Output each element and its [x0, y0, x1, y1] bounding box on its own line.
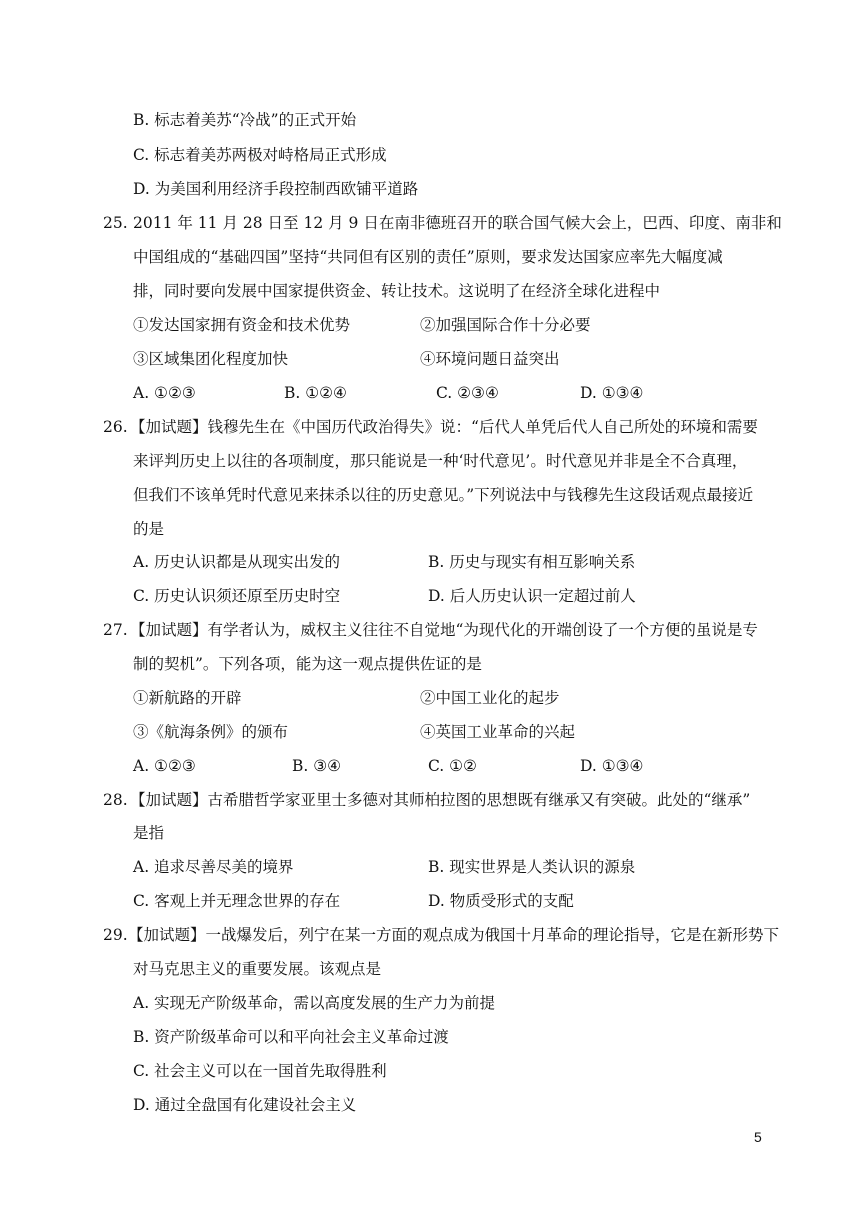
q27-stem-line-1: 【加试题】有学者认为，威权主义往往不自觉地“为现代化的开端创设了一个方便的虽说是专	[130, 621, 758, 639]
q29-number: 29.	[103, 926, 128, 944]
q27-number: 27.	[103, 621, 128, 639]
q26-stem-line-3: 但我们不该单凭时代意见来抹杀以往的历史意见。”下列说法中与钱穆先生这段话观点最接近	[133, 486, 754, 504]
q29-stem-line-1: 【加试题】一战爆发后，列宁在某一方面的观点成为俄国十月革命的理论指导，它是在新形势下	[128, 926, 780, 944]
q26-option-c: C. 历史认识须还原至历史时空	[133, 587, 341, 605]
q26-option-b: B. 历史与现实有相互影响关系	[428, 553, 636, 571]
q27-item-4: ④英国工业革命的兴起	[420, 723, 576, 741]
q28-option-d: D. 物质受形式的支配	[428, 892, 574, 910]
q24-option-d: D. 为美国利用经济手段控制西欧铺平道路	[133, 180, 419, 198]
q28-option-a: A. 追求尽善尽美的境界	[133, 858, 294, 876]
page-number: 5	[754, 1129, 762, 1145]
q28-stem-line-1: 【加试题】古希腊哲学家亚里士多德对其师柏拉图的思想既有继承又有突破。此处的“继承”	[130, 791, 751, 809]
q27-item-1: ①新航路的开辟	[133, 689, 242, 707]
q25-stem-line-1: 2011 年 11 月 28 日至 12 月 9 日在南非德班召开的联合国气候大会上，巴西、印度、南非和	[133, 214, 782, 232]
q25-stem-line-3: 排，同时要向发展中国家提供资金、转让技术。这说明了在经济全球化进程中	[133, 282, 661, 300]
q25-item-2: ②加强国际合作十分必要	[420, 316, 591, 334]
q27-option-a: A. ①②③	[133, 757, 196, 775]
q25-option-d: D. ①③④	[580, 384, 644, 402]
q25-number: 25.	[103, 214, 128, 232]
q29-option-c: C. 社会主义可以在一国首先取得胜利	[133, 1062, 387, 1080]
q26-number: 26.	[103, 418, 128, 436]
q29-option-a: A. 实现无产阶级革命，需以高度发展的生产力为前提	[133, 994, 496, 1012]
q25-option-a: A. ①②③	[133, 384, 196, 402]
q25-option-c: C. ②③④	[436, 384, 499, 402]
q25-stem-line-2: 中国组成的“基础四国”坚持“共同但有区别的责任”原则，要求发达国家应率先大幅度减	[133, 248, 723, 266]
q29-option-b: B. 资产阶级革命可以和平向社会主义革命过渡	[133, 1028, 449, 1046]
q27-option-c: C. ①②	[428, 757, 477, 775]
q26-option-d: D. 后人历史认识一定超过前人	[428, 587, 636, 605]
q27-item-2: ②中国工业化的起步	[420, 689, 560, 707]
q28-option-b: B. 现实世界是人类认识的源泉	[428, 858, 636, 876]
q27-stem-line-2: 制的契机”。下列各项，能为这一观点提供佐证的是	[133, 655, 482, 673]
q27-option-b: B. ③④	[292, 757, 342, 775]
q29-stem-line-2: 对马克思主义的重要发展。该观点是	[133, 960, 382, 978]
q27-item-3: ③《航海条例》的颁布	[133, 723, 289, 741]
q26-stem-line-1: 【加试题】钱穆先生在《中国历代政治得失》说：“后代人单凭后代人自己所处的环境和需要	[130, 418, 758, 436]
q24-option-b: B. 标志着美苏“冷战”的正式开始	[133, 111, 357, 129]
q28-stem-line-2: 是指	[133, 824, 165, 842]
q25-item-4: ④环境问题日益突出	[420, 350, 560, 368]
q26-stem-line-2: 来评判历史上以往的各项制度，那只能说是一种‘时代意见’。时代意见并非是全不合真理，	[133, 452, 748, 470]
q26-stem-line-4: 的是	[133, 520, 165, 538]
q27-option-d: D. ①③④	[580, 757, 644, 775]
q28-option-c: C. 客观上并无理念世界的存在	[133, 892, 341, 910]
q26-option-a: A. 历史认识都是从现实出发的	[133, 553, 341, 571]
q29-option-d: D. 通过全盘国有化建设社会主义	[133, 1096, 357, 1114]
q25-item-1: ①发达国家拥有资金和技术优势	[133, 316, 351, 334]
q24-option-c: C. 标志着美苏两极对峙格局正式形成	[133, 146, 387, 164]
q25-item-3: ③区域集团化程度加快	[133, 350, 289, 368]
q25-option-b: B. ①②④	[284, 384, 347, 402]
q28-number: 28.	[103, 791, 128, 809]
